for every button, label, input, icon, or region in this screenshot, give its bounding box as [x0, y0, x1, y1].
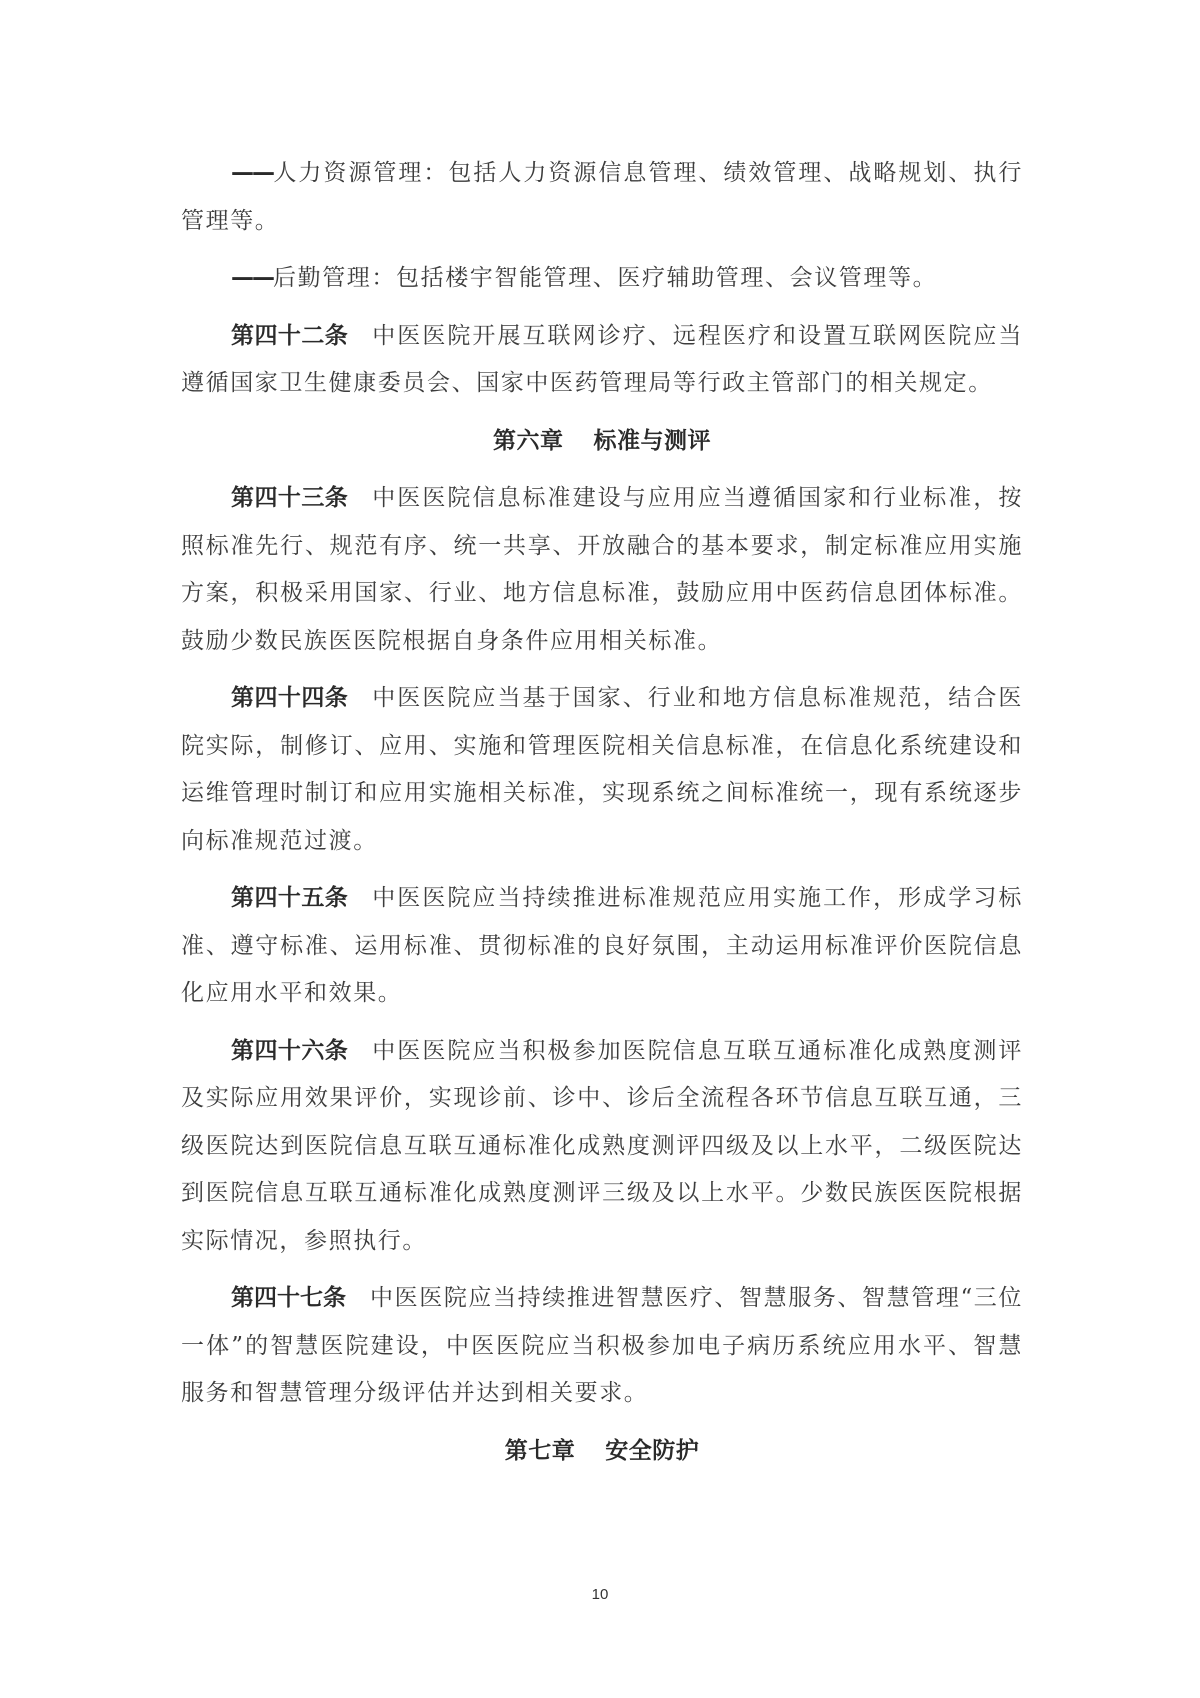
article-text: 中医医院应当积极参加医院信息互联互通标准化成熟度测评及实际应用效果评价，实现诊前、诊中、诊后全流程各环节信息互联互通，三级医院达到医院信息互联互通标准化成熟度测评四级及以上水平，二级医院达到医院信息互联互通标准化成熟度测评三级及以上水平。少数民族医医院根据实际情况，参照执行。	[181, 1037, 1023, 1254]
chapter-number: 第六章	[493, 427, 564, 454]
article-45	[181, 875, 1023, 1018]
article-text: 中医医院信息标准建设与应用应当遵循国家和行业标准，按照标准先行、规范有序、统一共享、开放融合的基本要求，制定标准应用实施方案，积极采用国家、行业、地方信息标准，鼓励应用中医药信息团体标准。鼓励少数民族医医院根据自身条件应用相关标准。	[181, 485, 1023, 654]
chapter-6-heading	[181, 418, 1023, 466]
chapter-number: 第七章	[504, 1437, 576, 1464]
em-dash-marker: ——	[231, 265, 273, 291]
chapter-title: 安全防护	[605, 1437, 700, 1464]
article-text: 中医医院应当基于国家、行业和地方信息标准规范，结合医院实际，制修订、应用、实施和管理医院相关信息标准，在信息化系统建设和运维管理时制订和应用实施相关标准，实现系统之间标准统一，现有系统逐步向标准规范过渡。	[181, 685, 1023, 854]
em-dash-marker: ——	[231, 160, 273, 186]
article-42	[181, 313, 1023, 408]
item-text: 人力资源管理：包括人力资源信息管理、绩效管理、战略规划、执行管理等。	[181, 160, 1023, 234]
article-43	[181, 475, 1023, 665]
article-label: 第四十七条	[231, 1285, 347, 1311]
article-44	[181, 675, 1023, 865]
item-text: 后勤管理：包括楼宇智能管理、医疗辅助管理、会议管理等。	[273, 265, 938, 291]
page-number: 10	[591, 1586, 609, 1603]
chapter-7-heading	[181, 1428, 1023, 1476]
list-item-hr-management	[181, 150, 1023, 245]
article-text: 中医医院应当持续推进标准规范应用实施工作，形成学习标准、遵守标准、运用标准、贯彻标准的良好氛围，主动运用标准评价医院信息化应用水平和效果。	[181, 885, 1023, 1006]
list-item-logistics-management	[181, 255, 1023, 303]
article-text: 中医医院应当持续推进智慧医疗、智慧服务、智慧管理“三位一体”的智慧医院建设，中医医院应当积极参加电子病历系统应用水平、智慧服务和智慧管理分级评估并达到相关要求。	[181, 1285, 1023, 1406]
chapter-title: 标准与测评	[593, 427, 711, 454]
article-46	[181, 1028, 1023, 1266]
article-text: 中医医院开展互联网诊疗、远程医疗和设置互联网医院应当遵循国家卫生健康委员会、国家中医药管理局等行政主管部门的相关规定。	[181, 322, 1023, 396]
article-label: 第四十六条	[231, 1037, 349, 1064]
article-label: 第四十四条	[231, 685, 349, 711]
article-label: 第四十五条	[231, 885, 349, 911]
page-body	[181, 150, 1023, 1485]
article-47	[181, 1275, 1023, 1418]
article-label: 第四十三条	[231, 485, 349, 511]
article-label: 第四十二条	[231, 322, 349, 349]
